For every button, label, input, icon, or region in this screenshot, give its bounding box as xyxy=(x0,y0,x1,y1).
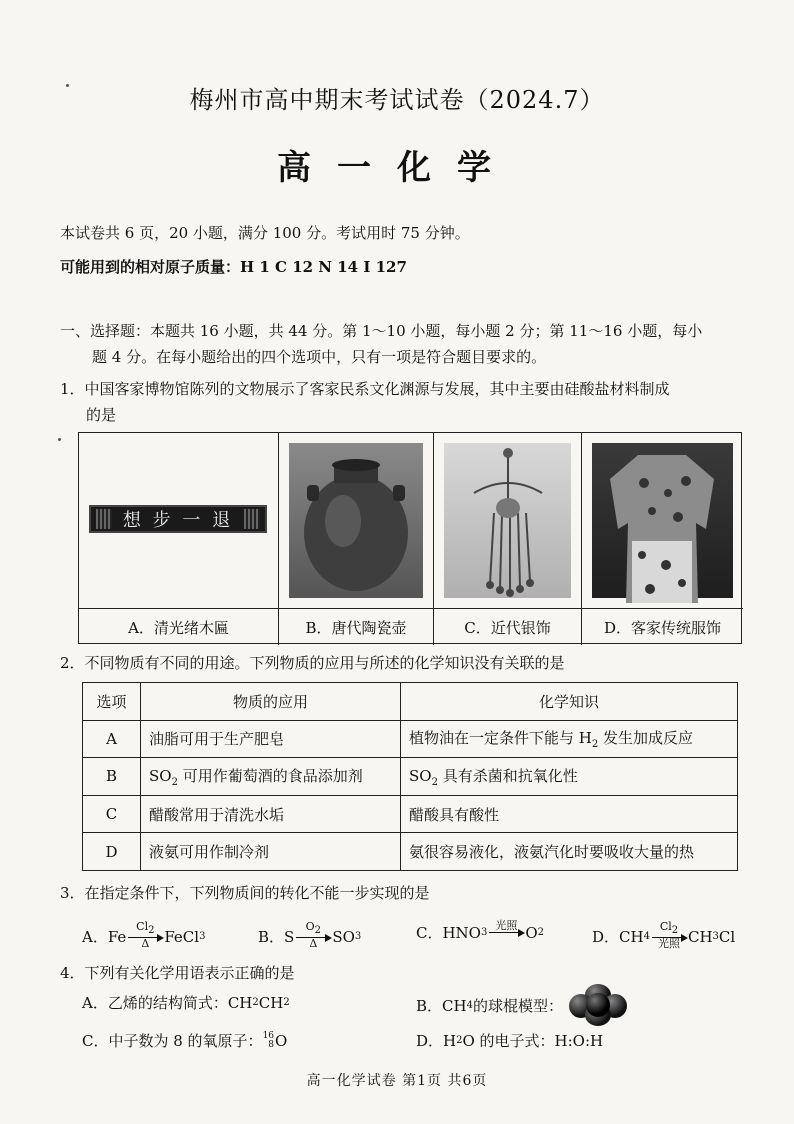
q1-option-b: B．唐代陶瓷壶 xyxy=(279,609,434,645)
plaque-text: 想 步 一 退 xyxy=(122,510,234,531)
ceramic-jar-image xyxy=(279,433,434,609)
q4-option-b: B．CH 4 的球棍模型： xyxy=(416,984,627,1026)
table-cell: B xyxy=(83,758,141,796)
page-footer: 高一化学试卷 第1页 共6页 xyxy=(306,1073,488,1089)
q2-stem: 2．不同物质有不同的用途。下列物质的应用与所述的化学知识没有关联的是 xyxy=(60,654,565,672)
table-cell: $SO_2$ 可用作葡萄酒的食品添加剂 xyxy=(141,758,401,796)
table-cell: D xyxy=(83,833,141,871)
intro-line-1: 本试卷共 6 页，20 小题，满分 100 分。考试用时 75 分钟。 xyxy=(60,224,470,242)
table-header-row xyxy=(83,683,738,721)
jar-icon xyxy=(279,433,434,609)
q3-option-b: B．S $O_2$ Δ SO 3 xyxy=(258,920,362,951)
q1-stem-line-2: 的是 xyxy=(86,406,117,424)
silver-ornament-icon xyxy=(434,433,582,609)
table-cell: 油脂可用于生产肥皂 xyxy=(141,720,401,758)
table-header: 物质的应用 xyxy=(141,683,401,721)
table-cell: C xyxy=(83,795,141,833)
q4-option-a: A．乙烯的结构简式：CH 2 CH 2 xyxy=(82,993,290,1012)
table-cell: A xyxy=(83,720,141,758)
q3-stem: 3．在指定条件下，下列物质间的转化不能一步实现的是 xyxy=(60,884,430,902)
reaction-arrow: 光照 xyxy=(489,920,523,933)
table-cell: 液氨可用作制冷剂 xyxy=(141,833,401,871)
q1-image-table xyxy=(78,432,742,644)
table-header: 选项 xyxy=(83,683,141,721)
plaque xyxy=(89,505,267,533)
table-row xyxy=(83,758,738,796)
q3-options xyxy=(82,916,752,952)
q3-option-a: A．Fe $Cl_2$ Δ FeCl 3 xyxy=(82,920,206,951)
section-line-1: 一、选择题：本题共 16 小题，共 44 分。第 1～10 小题，每小题 2 分；第 11～16 小题，每小 xyxy=(60,322,703,340)
table-row xyxy=(83,833,738,871)
table-cell: 醋酸具有酸性 xyxy=(401,795,738,833)
garment-icon xyxy=(582,433,743,609)
q4-option-d: D．H 2 O 的电子式：H:O:H xyxy=(416,1032,604,1050)
silver-ornament-image xyxy=(434,433,582,609)
table-row xyxy=(83,720,738,758)
q1-option-a: A．清光绪木匾 xyxy=(79,609,279,645)
oxygen-nuclide: 16 8 O xyxy=(262,1030,288,1050)
section-line-2: 题 4 分。在每小题给出的四个选项中，只有一项是符合题目要求的。 xyxy=(92,348,547,366)
subject-title: 高一化学 xyxy=(277,148,517,188)
reaction-arrow: $Cl_2$ Δ xyxy=(128,921,162,950)
intro-line-2: 可能用到的相对原子质量：H 1 C 12 N 14 I 127 xyxy=(60,258,407,276)
section-instructions xyxy=(60,318,750,370)
q1-option-d: D．客家传统服饰 xyxy=(603,618,722,637)
reaction-arrow: $Cl_2$ 光照 xyxy=(652,921,686,950)
reaction-arrow: $O_2$ Δ xyxy=(296,921,330,950)
question-1 xyxy=(60,376,750,428)
exam-title: 梅州市高中期末考试试卷（2024.7） xyxy=(189,86,605,114)
q2-table xyxy=(82,682,738,871)
table-row xyxy=(83,795,738,833)
hakka-garment-image xyxy=(582,433,743,609)
table-cell: 氨很容易液化，液氨汽化时要吸收大量的热 xyxy=(401,833,738,871)
q1-stem-line-1: 1．中国客家博物馆陈列的文物展示了客家民系文化渊源与发展，其中主要由硅酸盐材料制成 xyxy=(60,380,670,398)
wooden-plaque-image xyxy=(79,433,279,609)
table-cell: $SO_2$ 具有杀菌和抗氧化性 xyxy=(401,758,738,796)
table-header: 化学知识 xyxy=(401,683,738,721)
q1-option-c: C．近代银饰 xyxy=(434,609,582,645)
q4-stem: 4．下列有关化学用语表示正确的是 xyxy=(60,964,295,982)
q3-option-d: D．CH 4 $Cl_2$ 光照 CH 3 Cl xyxy=(592,920,736,951)
methane-ball-model-icon xyxy=(569,984,627,1026)
table-cell: 植物油在一定条件下能与 $H_2$ 发生加成反应 xyxy=(401,720,738,758)
q4-option-c: C．中子数为 8 的氧原子： 16 8 O xyxy=(82,1030,288,1050)
q3-option-c: C．HNO 3 光照 O 2 xyxy=(416,919,545,942)
table-cell: 醋酸常用于清洗水垢 xyxy=(141,795,401,833)
